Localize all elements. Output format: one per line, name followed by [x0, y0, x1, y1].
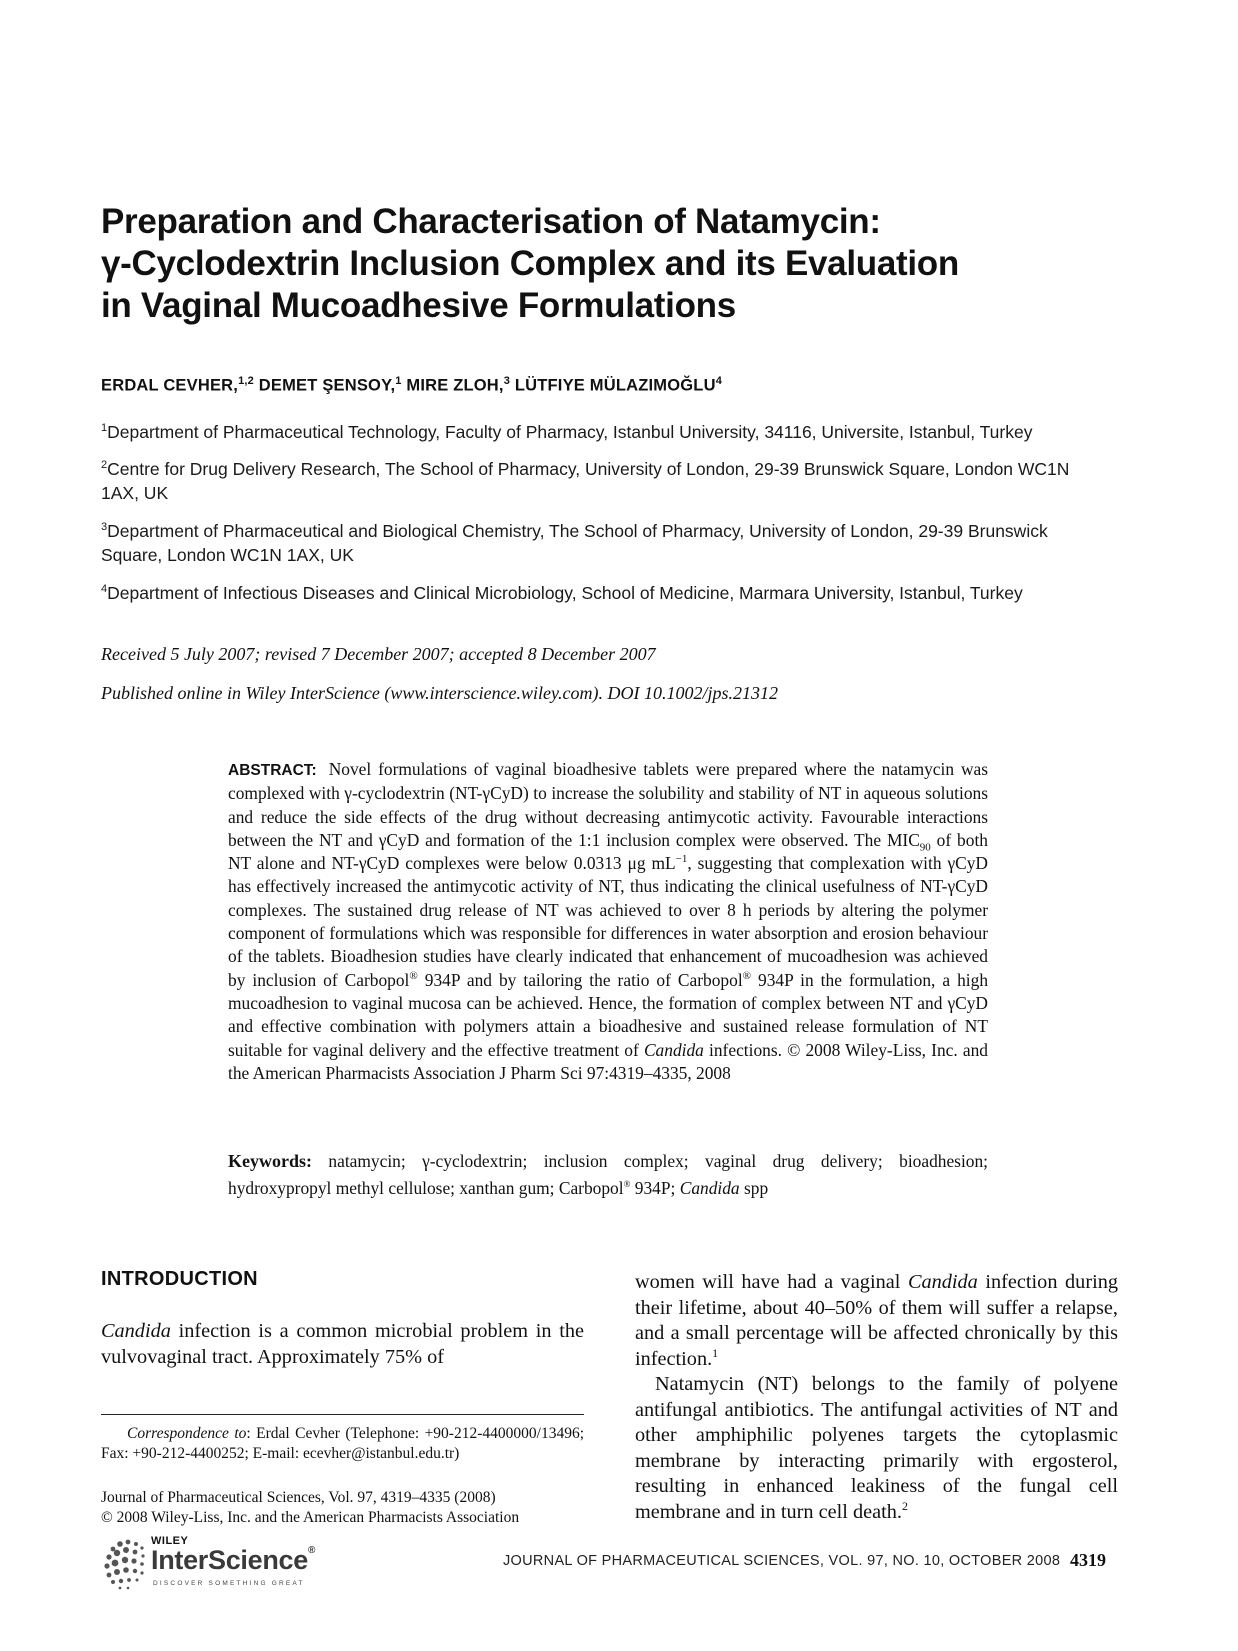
paragraph: [635, 1270, 1118, 1372]
species-name: Candida: [643, 1039, 704, 1060]
citation-ref: 1: [712, 1345, 719, 1360]
body-text: infection during their lifetime, about 40–50% of them will suffer a relapse, and a small percentage will be affected chronically by this infection.: [635, 1271, 1118, 1370]
abstract-label: ABSTRACT:: [228, 762, 317, 779]
wiley-interscience-logo: [101, 1535, 361, 1595]
copyright-line: © 2008 Wiley-Liss, Inc. and the American Pharmacists Association: [101, 1508, 520, 1526]
author-affil-mark: 3: [503, 375, 511, 387]
affiliation-text: Department of Pharmaceutical and Biological Chemistry, The School of Pharmacy, University of London, 29-39 Brunswick Square, London WC1N 1AX, UK: [101, 520, 1048, 565]
affiliation-mark: 2: [101, 459, 108, 471]
registered-mark: ®: [409, 969, 418, 982]
keywords-label: Keywords:: [228, 1151, 312, 1171]
keywords-text: spp: [739, 1178, 769, 1199]
author-name: ERDAL CEVHER,: [101, 376, 239, 395]
author-name: LÜTFIYE MÜLAZIMOĞLU: [514, 376, 716, 395]
body-text: Natamycin (NT) belongs to the family of polyene antifungal antibiotics. The antifungal activities of NT and other amphiphilic polyenes targets the cytoplasmic membrane by interacting primarily with ergosterol, resulting in enhanced leakiness of the fungal cell membrane and in turn cell death.: [635, 1373, 1118, 1523]
running-footer: JOURNAL OF PHARMACEUTICAL SCIENCES, VOL. 97, NO. 10, OCTOBER 2008: [503, 1553, 1061, 1569]
species-name: Candida: [679, 1178, 740, 1199]
affiliation-mark: 4: [101, 583, 108, 595]
author-affil-mark: 4: [715, 375, 723, 387]
author-affil-mark: 1: [395, 375, 402, 387]
affiliation: [101, 416, 1103, 444]
abstract-text: 934P and by tailoring the ratio of Carbopol: [417, 969, 743, 990]
publisher-name: WILEY: [151, 1535, 189, 1547]
abstract: [228, 758, 988, 1085]
author-affil-mark: 1,2: [238, 375, 254, 387]
body-text: women will have had a vaginal: [635, 1271, 908, 1293]
abstract-text: , suggesting that complexation with γCyD has effectively increased the antimycotic activity of NT, thus indicating the clinical usefulness of NT-γCyD complexes. The sustained drug release of NT was achieved to over 8 h periods by altering the polymer component of formulations which was responsible for differences in water absorption and erosion behaviour of the tablets. Bioadhesion studies have clearly indicated that enhancement of mucoadhesion was achieved by inclusion of Carbopol: [228, 853, 988, 990]
section-heading: INTRODUCTION: [101, 1268, 258, 1290]
affiliation-mark: 3: [101, 521, 108, 533]
species-name: Candida: [907, 1271, 978, 1293]
keywords-text: 934P;: [630, 1178, 680, 1199]
species-name: Candida: [101, 1320, 171, 1342]
correspondence-label: Correspondence to: [127, 1425, 247, 1442]
registered-mark: ®: [623, 1179, 631, 1190]
abstract-text: of both NT alone and NT-γCyD complexes were below 0.0313 μg mL: [228, 829, 988, 874]
author-list: [101, 375, 722, 396]
paper-title: [101, 201, 1001, 327]
title-line-3: in Vaginal Mucoadhesive Formulations: [101, 286, 736, 325]
page-number: 4319: [1070, 1550, 1106, 1570]
affiliation-text: Centre for Drug Delivery Research, The School of Pharmacy, University of London, 29-39 Brunswick Square, London WC1N 1AX, UK: [101, 458, 1070, 503]
abstract-text: 934P in the formulation, a high mucoadhesion to vaginal mucosa can be achieved. Hence, the formation of complex between NT and γCyD and effective combination with polymers attain a bioadhesive and sustained release formulation of NT suitable for vaginal delivery and the effective treatment of: [228, 969, 989, 1060]
keywords-text: natamycin; γ-cyclodextrin; inclusion complex; vaginal drug delivery; bioadhesion; hydroxypropyl methyl cellulose; xanthan gum; Carbopol: [228, 1151, 988, 1199]
registered-mark: ®: [307, 1545, 316, 1556]
abstract-text: infections. © 2008 Wiley-Liss, Inc. and the American Pharmacists Association J Pharm Sci 97:4319–4335, 2008: [228, 1039, 989, 1083]
body-text: infection is a common microbial problem in the vulvovaginal tract. Approximately 75% of: [101, 1320, 584, 1368]
logo-tagline: DISCOVER SOMETHING GREAT: [153, 1580, 305, 1587]
title-line-1: Preparation and Characterisation of Natamycin:: [101, 202, 881, 241]
journal-reference: [101, 1488, 584, 1527]
affiliation-text: Department of Pharmaceutical Technology, Faculty of Pharmacy, Istanbul University, 34116, Universite, Istanbul, Turkey: [107, 421, 1033, 442]
title-line-2: γ-Cyclodextrin Inclusion Complex and its Evaluation: [101, 244, 959, 283]
received-dates: Received 5 July 2007; revised 7 December 2007; accepted 8 December 2007: [101, 644, 656, 664]
body-column-right: [635, 1270, 1118, 1525]
body-column-left: [101, 1319, 584, 1370]
logo-wordmark: [151, 1545, 315, 1576]
author-name: MIRE ZLOH,: [406, 376, 504, 395]
author-name: DEMET ŞENSOY,: [258, 376, 396, 395]
affiliation: [101, 577, 1103, 605]
interscience-text: InterScience: [151, 1545, 308, 1575]
affiliation: [101, 453, 1103, 505]
publication-info: Published online in Wiley InterScience (www.interscience.wiley.com). DOI 10.1002/jps.21312: [101, 683, 779, 703]
affiliation-text: Department of Infectious Diseases and Clinical Microbiology, School of Medicine, Marmara University, Istanbul, Turkey: [107, 582, 1023, 603]
keywords: [228, 1150, 988, 1200]
globe-dots-icon: [101, 1535, 149, 1595]
unit-superscript: −1: [675, 853, 688, 866]
citation-ref: 2: [901, 1498, 908, 1513]
affiliation-mark: 1: [101, 422, 108, 434]
footnote-divider: [101, 1414, 584, 1415]
correspondence-footnote: [101, 1424, 584, 1463]
paragraph: [635, 1372, 1118, 1525]
mic-subscript: 90: [919, 841, 931, 854]
correspondence-text: : Erdal Cevher (Telephone: +90-212-4400000/13496; Fax: +90-212-4400252; E-mail: ecevher@istanbul.edu.tr): [101, 1425, 584, 1462]
registered-mark: ®: [742, 969, 752, 982]
abstract-text: Novel formulations of vaginal bioadhesive tablets were prepared where the natamycin was complexed with γ-cyclodextrin (NT-γCyD) to increase the solubility and stability of NT in aqueous solutions and reduce the side effects of the drug without decreasing antimycotic activity. Favourable interactions between the NT and γCyD and formation of the 1:1 inclusion complex were observed. The MIC: [228, 759, 988, 850]
affiliation: [101, 515, 1103, 567]
journal-citation: Journal of Pharmaceutical Sciences, Vol. 97, 4319–4335 (2008): [101, 1489, 496, 1506]
